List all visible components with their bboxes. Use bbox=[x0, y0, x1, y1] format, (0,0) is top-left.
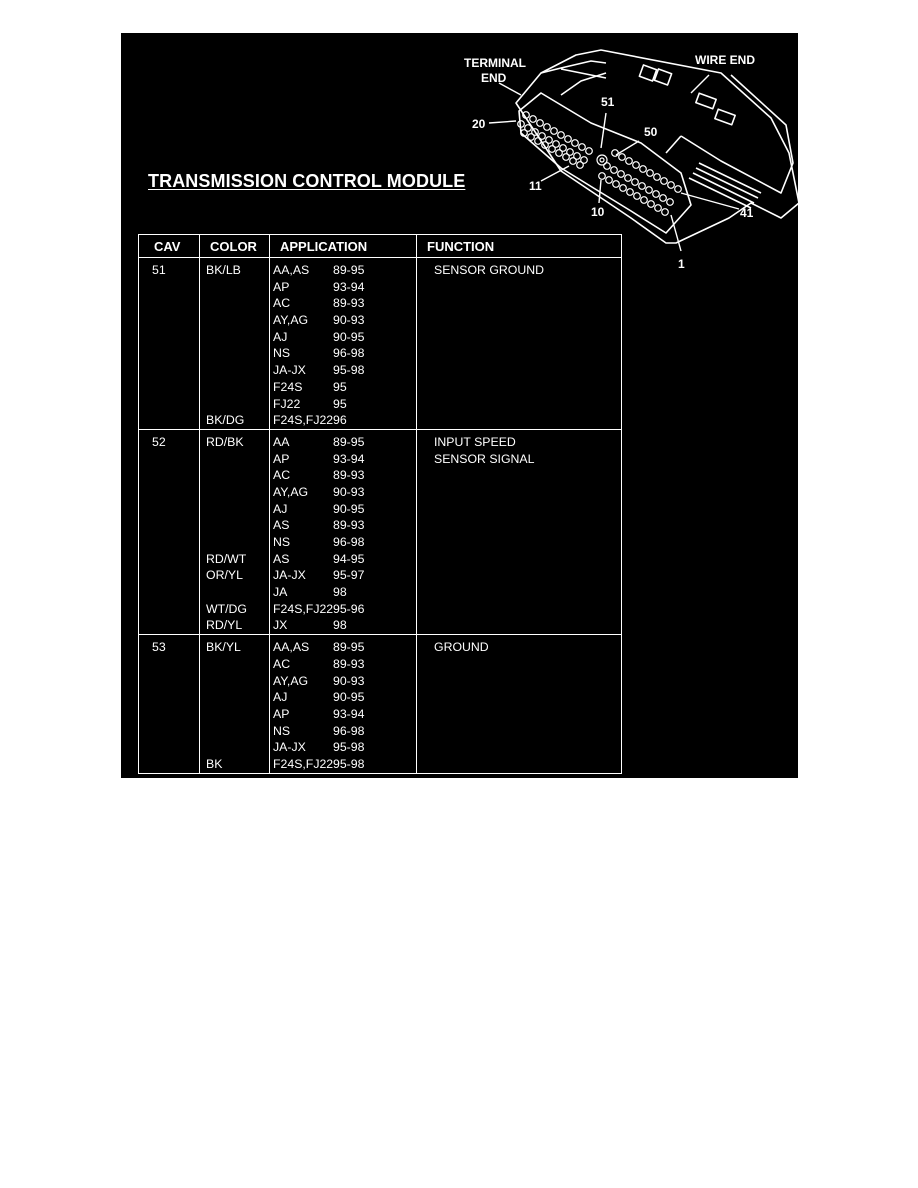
application-entry bbox=[270, 673, 416, 690]
pin-10-label: 10 bbox=[591, 205, 605, 219]
application-entry bbox=[270, 345, 416, 362]
application-entry bbox=[270, 412, 416, 429]
wire-color bbox=[200, 706, 269, 723]
model-years: 89-93 bbox=[333, 296, 365, 311]
wire-color bbox=[200, 739, 269, 756]
wire-color bbox=[200, 329, 269, 346]
wire-color: WT/DG bbox=[206, 601, 247, 616]
vehicle-model: AY,AG bbox=[273, 673, 309, 688]
application-entry bbox=[270, 467, 416, 484]
pin-20-label: 20 bbox=[472, 117, 486, 131]
table-body bbox=[139, 258, 622, 774]
vehicle-model: JA-JX bbox=[273, 363, 306, 378]
model-years: 96-98 bbox=[333, 535, 365, 549]
vehicle-model: AP bbox=[273, 279, 290, 294]
pin-holes-upper bbox=[518, 112, 593, 169]
model-years: 89-95 bbox=[333, 263, 365, 277]
model-years: 95 bbox=[333, 379, 347, 394]
pin-50-label: 50 bbox=[644, 125, 658, 139]
vehicle-model: AP bbox=[273, 451, 290, 466]
application-entry bbox=[270, 723, 416, 740]
application-entry bbox=[270, 434, 416, 451]
vehicle-model: AP bbox=[273, 706, 290, 721]
model-years: 90-95 bbox=[333, 501, 365, 516]
function-cell bbox=[417, 429, 622, 634]
model-years: 95-97 bbox=[333, 568, 365, 583]
model-years: 95-98 bbox=[333, 740, 365, 755]
pin-51-label: 51 bbox=[601, 95, 615, 109]
application-entry bbox=[270, 617, 416, 634]
model-years: 90-95 bbox=[333, 329, 365, 344]
model-years: 90-93 bbox=[333, 484, 365, 499]
header-cav: CAV bbox=[139, 235, 200, 258]
application-entry bbox=[270, 756, 416, 773]
cav-cell bbox=[139, 635, 200, 774]
model-years: 93-94 bbox=[333, 279, 365, 294]
vehicle-model: AS bbox=[273, 551, 290, 566]
model-years: 98 bbox=[333, 618, 347, 633]
application-entry bbox=[270, 534, 416, 551]
application-entry bbox=[270, 262, 416, 279]
wire-color bbox=[200, 584, 269, 601]
vehicle-model: NS bbox=[273, 723, 291, 738]
vehicle-model: AA,AS bbox=[273, 640, 310, 655]
application-entry bbox=[270, 584, 416, 601]
vehicle-model: F24S,FJ22 bbox=[273, 756, 334, 771]
vehicle-model: AY,AG bbox=[273, 484, 309, 499]
application-cell bbox=[270, 429, 417, 634]
wire-color bbox=[200, 534, 269, 551]
vehicle-model: AC bbox=[273, 656, 291, 671]
wire-color bbox=[200, 362, 269, 379]
wire-color bbox=[200, 451, 269, 468]
pin-1-label: 1 bbox=[678, 257, 685, 271]
page-title: TRANSMISSION CONTROL MODULE bbox=[148, 171, 466, 191]
table-header-row bbox=[139, 235, 622, 258]
header-color: COLOR bbox=[200, 235, 270, 258]
application-entry bbox=[270, 501, 416, 518]
header-function: FUNCTION bbox=[417, 235, 622, 258]
wire-color bbox=[200, 673, 269, 690]
application-entry bbox=[270, 517, 416, 534]
diagram-panel bbox=[121, 33, 798, 778]
model-years: 95-98 bbox=[333, 756, 365, 771]
wire-color bbox=[200, 295, 269, 312]
vehicle-model: F24S,FJ22 bbox=[273, 601, 334, 616]
cav-value: 51 bbox=[152, 263, 166, 277]
vehicle-model: AA bbox=[273, 434, 290, 449]
application-entry bbox=[270, 639, 416, 656]
header-application: APPLICATION bbox=[270, 235, 417, 258]
application-entry bbox=[270, 706, 416, 723]
application-entry bbox=[270, 451, 416, 468]
model-years: 96 bbox=[333, 413, 347, 428]
wire-color: BK bbox=[206, 756, 223, 771]
pinout-table bbox=[138, 234, 622, 774]
application-entry bbox=[270, 329, 416, 346]
vehicle-model: AJ bbox=[273, 329, 288, 344]
wire-color bbox=[200, 501, 269, 518]
wire-color bbox=[200, 467, 269, 484]
wire-color: RD/YL bbox=[206, 618, 243, 633]
application-entry bbox=[270, 484, 416, 501]
function-text: SENSOR SIGNAL bbox=[434, 451, 535, 466]
pin-11-label: 11 bbox=[529, 179, 542, 193]
vehicle-model: AC bbox=[273, 468, 291, 483]
color-cell bbox=[200, 258, 270, 430]
wire-color bbox=[200, 345, 269, 362]
application-entry bbox=[270, 601, 416, 618]
application-entry bbox=[270, 362, 416, 379]
vehicle-model: JA-JX bbox=[273, 740, 306, 755]
application-entry bbox=[270, 312, 416, 329]
wire-color bbox=[200, 517, 269, 534]
wire-color bbox=[200, 484, 269, 501]
application-entry bbox=[270, 295, 416, 312]
application-entry bbox=[270, 689, 416, 706]
application-entry bbox=[270, 567, 416, 584]
application-entry bbox=[270, 739, 416, 756]
model-years: 90-95 bbox=[333, 690, 365, 705]
application-entry bbox=[270, 656, 416, 673]
application-entry bbox=[270, 396, 416, 413]
vehicle-model: AA,AS bbox=[273, 263, 310, 277]
wire-color bbox=[200, 279, 269, 296]
application-entry bbox=[270, 551, 416, 568]
pin-41-label: 41 bbox=[740, 206, 754, 220]
wire-color: RD/BK bbox=[206, 434, 244, 449]
function-cell bbox=[417, 635, 622, 774]
wire-color bbox=[200, 656, 269, 673]
vehicle-model: F24S,FJ22 bbox=[273, 413, 334, 428]
wire-color bbox=[200, 723, 269, 740]
color-cell bbox=[200, 635, 270, 774]
vehicle-model: FJ22 bbox=[273, 396, 301, 411]
model-years: 90-93 bbox=[333, 313, 365, 328]
wire-color bbox=[200, 379, 269, 396]
cav-cell bbox=[139, 429, 200, 634]
wire-color: BK/YL bbox=[206, 640, 241, 655]
vehicle-model: AJ bbox=[273, 501, 288, 516]
vehicle-model: AJ bbox=[273, 690, 288, 705]
vehicle-model: AS bbox=[273, 518, 290, 533]
wire-color bbox=[200, 689, 269, 706]
cav-cell bbox=[139, 258, 200, 430]
vehicle-model: AC bbox=[273, 296, 291, 311]
model-years: 93-94 bbox=[333, 706, 365, 721]
wire-color bbox=[200, 396, 269, 413]
function-text: GROUND bbox=[434, 640, 489, 655]
application-cell bbox=[270, 635, 417, 774]
model-years: 89-95 bbox=[333, 434, 365, 449]
model-years: 95 bbox=[333, 396, 347, 411]
vehicle-model: JX bbox=[273, 618, 288, 633]
wire-color: BK/DG bbox=[206, 413, 245, 428]
function-text: INPUT SPEED bbox=[434, 434, 516, 449]
wire-color: OR/YL bbox=[206, 568, 243, 583]
vehicle-model: F24S bbox=[273, 379, 303, 394]
terminal-end-label-2: END bbox=[481, 71, 507, 85]
vehicle-model: NS bbox=[273, 535, 291, 549]
vehicle-model: NS bbox=[273, 346, 291, 361]
table-row bbox=[139, 429, 622, 634]
model-years: 96-98 bbox=[333, 346, 365, 361]
model-years: 96-98 bbox=[333, 723, 365, 738]
wire-color: BK/LB bbox=[206, 263, 241, 277]
model-years: 89-95 bbox=[333, 640, 365, 655]
wire-end-label: WIRE END bbox=[695, 53, 755, 67]
cav-value: 52 bbox=[152, 434, 166, 449]
model-years: 90-93 bbox=[333, 673, 365, 688]
table-row bbox=[139, 258, 622, 430]
model-years: 94-95 bbox=[333, 551, 365, 566]
wire-color: RD/WT bbox=[206, 551, 247, 566]
function-cell bbox=[417, 258, 622, 430]
cav-value: 53 bbox=[152, 640, 166, 655]
application-cell bbox=[270, 258, 417, 430]
wire-color bbox=[200, 312, 269, 329]
function-text: SENSOR GROUND bbox=[434, 263, 544, 277]
table-row bbox=[139, 635, 622, 774]
pin-holes-lower bbox=[597, 150, 681, 216]
vehicle-model: JA bbox=[273, 585, 288, 600]
terminal-end-label-1: TERMINAL bbox=[464, 56, 526, 70]
model-years: 89-93 bbox=[333, 518, 365, 533]
model-years: 95-96 bbox=[333, 601, 365, 616]
vehicle-model: JA-JX bbox=[273, 568, 306, 583]
color-cell bbox=[200, 429, 270, 634]
model-years: 89-93 bbox=[333, 656, 365, 671]
application-entry bbox=[270, 279, 416, 296]
model-years: 89-93 bbox=[333, 468, 365, 483]
vehicle-model: AY,AG bbox=[273, 313, 309, 328]
model-years: 93-94 bbox=[333, 451, 365, 466]
model-years: 95-98 bbox=[333, 363, 365, 378]
application-entry bbox=[270, 379, 416, 396]
model-years: 98 bbox=[333, 585, 347, 600]
